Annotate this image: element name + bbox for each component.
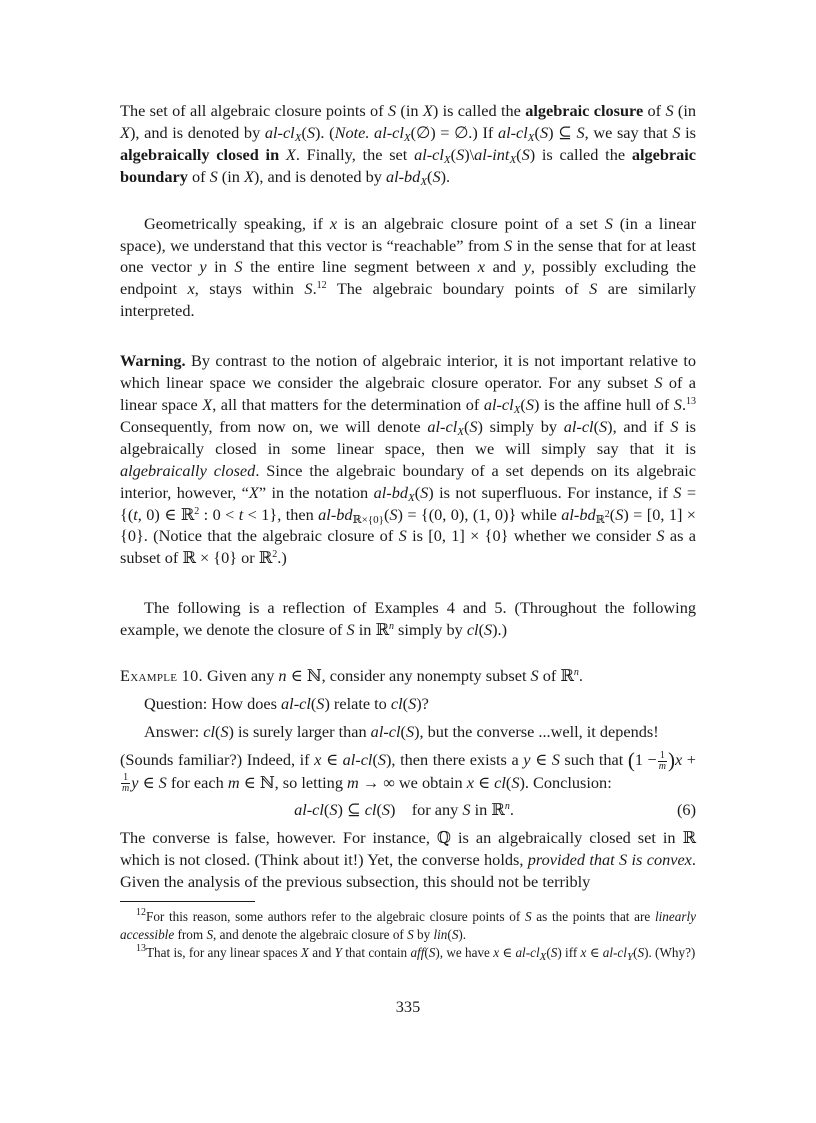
example-10-heading: Example 10. Given any n ∈ ℕ, consider any nonempty subset S of ℝ$^n$. — [120, 666, 583, 686]
paragraph-geometric-interpretation: Geometrically speaking, if x is an algebraic closure point of a set S (in a linear space), we understand that this vector is “reachable” from S in the sense that for at least one vector y in S the entire line segment between x and y, possibly excluding the endpoint x, stays within S.$^{12}$ The algebraic boundary points of S are similarly interpreted. — [120, 213, 697, 321]
footnote-12: $^{12}$For this reason, some authors refer to the algebraic closure points of S as the points that are linearly accessible from S, and denote the algebraic closure of S by lin(S). — [120, 907, 696, 943]
footnote-13: $^{13}$That is, for any linear spaces X and Y that contain aff(S), we have x ∈ $al-cl_X(S)$ iff x ∈ $al-cl_Y(S)$. (Why?) — [136, 943, 696, 964]
example-question: Question: How does al-cl(S) relate to cl(S)? — [144, 693, 429, 713]
paragraph-converse: The converse is false, however. For instance, ℚ is an algebraically closed set in ℝ which is not closed. (Think about it!) Yet, the converse holds, provided that S is convex. Given the analysis of the previous subsection, this should not be terribly — [120, 828, 696, 892]
example-label: Example 10. — [120, 666, 203, 686]
display-equation-6: al-cl(S) ⊆ cl(S) for any S in ℝ$^n$. (6) — [294, 800, 696, 820]
term-algebraically-closed: algebraically closed in — [120, 144, 286, 164]
term-algebraic-closure: algebraic closure — [525, 101, 644, 120]
term-algebraic-boundary: algebraic boundary — [120, 144, 697, 186]
footnote-divider — [120, 901, 255, 902]
convex-combination-formula: (1 − $\frac{1}{m}$ )x + $\frac{1}{m}$ y — [122, 747, 696, 795]
page-number: 335 — [395, 997, 421, 1016]
paragraph-warning: Warning. By contrast to the notion of algebraic interior, it is not important relative to which linear space we consider the algebraic closure operator. For any subset S of a linear space X, all that matters for the determination of $al-cl_X(S)$ is the affine hull of S.$^{13}$ Consequently, from now on, we will denote $al-cl_X(S)$ simply by al-cl(S), and if S is algebraically closed in some linear space, then we will simply say that it is algebraically closed. Since the algebraic boundary of a set depends on its algebraic interior, however, “X” in the notation $al-bd_X(S)$ is not superfluous. For instance, if S = {(t, 0) ∈ ℝ$^2$ : 0 < t < 1}, then $al-bd_{ℝ\times\{0\}}(S) = \{(0$, 0), (1, 0)} while $al-bd_{ℝ^2}(S) = [0$, 1] × {0}. (Notice that the algebraic closure of S is [0, 1] × {0} whether we consider S as a subset of ℝ × {0} or ℝ$^2$.) — [120, 351, 697, 568]
footnote-ref-13[interactable]: 13 — [686, 395, 697, 407]
footnote-ref-12[interactable]: 12 — [316, 280, 327, 292]
page-body — [120, 100, 696, 962]
paragraph-reflection-examples: The following is a reflection of Examples 4 and 5. (Throughout the following example, we denote the closure of S in ℝ$^n$ simply by cl(S).) — [120, 598, 696, 640]
paragraph-sounds-familiar: (Sounds familiar?) Indeed, if x ∈ al-cl(S), then there exists a y ∈ S such that (1 − $\frac{1}{m}$ )x + $\frac{1}{m}$ y ∈ S for each m ∈ ℕ, so letting m → ∞ we obtain x ∈ cl(S). Conclusion: — [120, 747, 696, 795]
example-answer: Answer: cl(S) is surely larger than al-cl(S), but the converse ...well, it depends! — [144, 721, 659, 741]
paragraph-algebraic-closure-definition: The set of all algebraic closure points of S (in X) is called the algebraic closure of S (in X), and is denoted by $al-cl_X(S)$. (Note. $al-cl_X(\emptyset)$ = ∅.) If $al-cl_X(S)$ ⊆ S, we say that S is algebraically closed in X. Finally, the set $al-cl_X(S)\backslash al-int_X(S)$ is called the algebraic boundary of S (in X), and is denoted by $al-bd_X(S)$. — [120, 101, 697, 188]
warning-label: Warning. — [120, 351, 186, 371]
equation-number: (6) — [677, 800, 696, 820]
